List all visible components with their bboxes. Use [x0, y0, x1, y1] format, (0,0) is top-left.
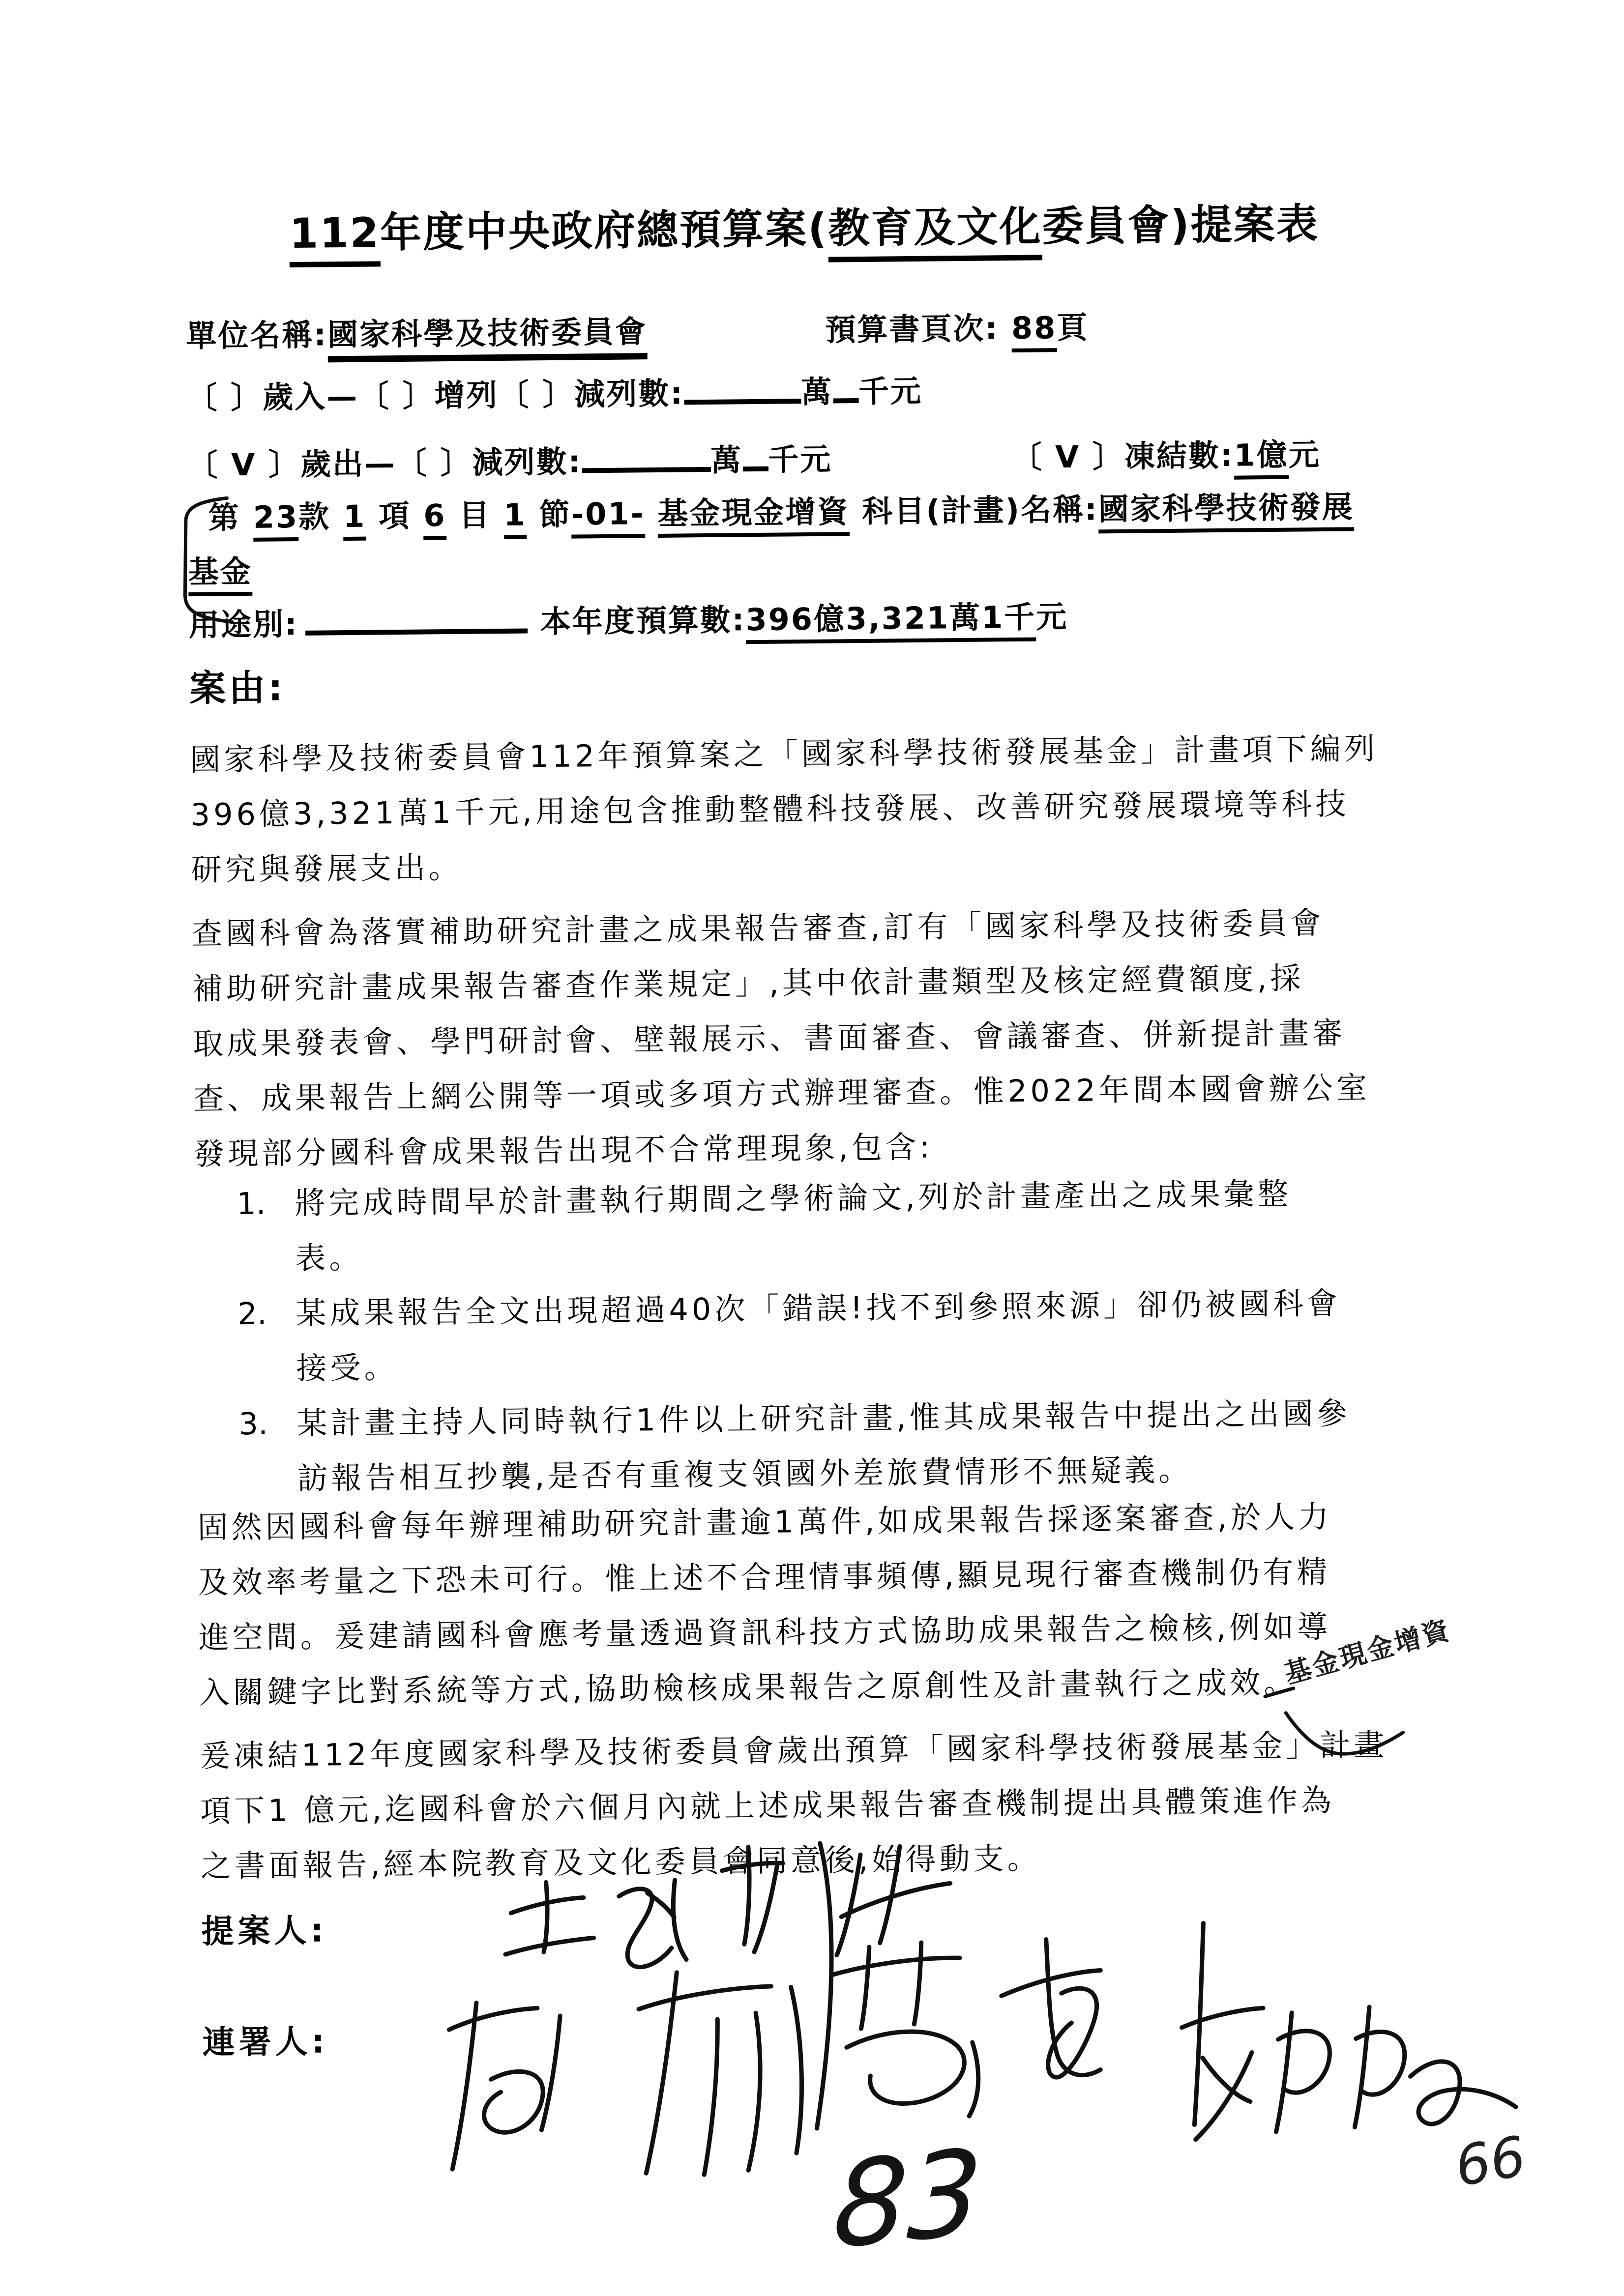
list-item [237, 1276, 1350, 1397]
text-line: 進空間。爰建請國科會應考量透過資訊科技方式協助成果報告之檢核,例如導 [198, 1608, 1331, 1656]
annual-budget-value: 396億3,321萬1千 [745, 599, 1036, 644]
findings-list [236, 1166, 1352, 1507]
item-kuan-label: 第 [208, 499, 241, 536]
item-mu-label: 目 [459, 497, 491, 533]
case-reason-label: 案由: [189, 667, 286, 710]
revenue-wan-label: 萬 [800, 374, 833, 410]
list-item-number: 2. [237, 1295, 267, 1332]
text-line: 將完成時間早於計畫執行期間之學術論文,列於計畫產出之成果彙整 [294, 1175, 1292, 1221]
text-line: 取成果發表會、學門研討會、壁報展示、書面審查、會議審查、併新提計畫審 [192, 1015, 1347, 1062]
list-item-number: 1. [236, 1185, 266, 1222]
item-mu-value: 6 [423, 497, 446, 540]
expenditure-row [187, 435, 832, 485]
budget-page-suffix: 頁 [1056, 309, 1089, 346]
list-item-text [295, 1276, 1342, 1396]
text-line: 固然因國科會每年辦理補助研究計畫逾1萬件,如成果報告採逐案審查,於人力 [197, 1498, 1332, 1546]
text-line: 國家科學及技術委員會112年預算案之「國家科學技術發展基金」計畫項下編列 [190, 730, 1379, 778]
list-item-text [295, 1166, 1293, 1286]
text-line: 爰凍結112年度國家科學及技術委員會歲出預算「國家科學技術發展基金」計畫 [199, 1726, 1388, 1774]
revenue-row-text: 〔 〕歲入—〔 〕增列〔 〕減列數: [186, 375, 684, 416]
usage-type-label: 用途別: [188, 606, 299, 643]
annual-budget-label: 本年度預算數: [540, 602, 746, 640]
proposer-label: 提案人: [201, 1911, 328, 1951]
text-line: 查、成果報告上網公開等一項或多項方式辦理審查。惟2022年間本國會辦公室 [193, 1070, 1371, 1117]
handwritten-page-number-center: 83 [830, 2123, 985, 2276]
cosigner-label: 連署人: [202, 2022, 329, 2062]
item-kuan-value: 23 [253, 499, 299, 542]
list-item [236, 1166, 1349, 1287]
title-suffix: 委員會)提案表 [1041, 200, 1320, 251]
text-line: 接受。 [296, 1349, 398, 1387]
revenue-row [186, 367, 922, 417]
item-kuan-suffix: 款 [298, 498, 331, 535]
text-line: 入關鍵字比對系統等方式,協助檢核成果報告之原創性及計畫執行之成效。 [199, 1664, 1298, 1711]
item-jie-label: 節 [539, 496, 571, 533]
freeze-field [1011, 430, 1321, 477]
text-line: 查國科會為落實補助研究計畫之成果報告審查,訂有「國家科學及技術委員會 [191, 904, 1325, 952]
paragraph-3 [197, 1489, 1334, 1720]
item-line-1 [208, 482, 1354, 537]
item-plan-name-label: 科目(計畫)名稱: [862, 491, 1099, 529]
text-line: 某計畫主持人同時執行1件以上研究計畫,惟其成果報告中提出之出國參 [296, 1395, 1351, 1442]
title-year: 112 [289, 208, 380, 267]
item-subject-value: 基金現金增資 [657, 494, 850, 538]
text-line: 396億3,321萬1千元,用途包含推動整體科技發展、改善研究發展環境等科技 [190, 785, 1350, 833]
budget-page-field [825, 303, 1089, 349]
handwritten-insertion-note: 基金現金增資 [1281, 1614, 1454, 1690]
budget-page-label: 預算書頁次: [825, 310, 999, 348]
page-title [0, 188, 1617, 263]
item-line-2 [188, 547, 252, 591]
text-line: 某成果報告全文出現超過40次「錯誤!找不到參照來源」卻仍被國科會 [295, 1285, 1341, 1332]
annual-budget-suffix: 元 [1035, 598, 1068, 635]
title-mid: 年度中央政府總預算案( [380, 204, 828, 257]
paragraph-2 [191, 895, 1371, 1182]
expenditure-wan-label: 萬 [710, 442, 743, 478]
expenditure-row-text: 〔 V 〕歲出—〔 〕減列數: [187, 443, 582, 484]
item-xiang-value: 1 [343, 498, 366, 541]
freeze-value: 1億 [1234, 437, 1289, 480]
list-item-number: 3. [238, 1405, 268, 1442]
expenditure-amount-blank [582, 467, 710, 473]
text-line: 發現部分國科會成果報告出現不合常理現象,包含: [193, 1129, 934, 1172]
list-item-text [296, 1386, 1351, 1507]
item-plan-name-value-1: 國家科學技術發展 [1098, 489, 1354, 533]
unit-name-value: 國家科學及技術委員會 [327, 314, 648, 362]
item-code-value: -01- [571, 495, 645, 538]
title-committee: 教育及文化 [828, 202, 1042, 262]
unit-name-field [186, 307, 648, 355]
revenue-qian-label: 千元 [858, 373, 923, 410]
paragraph-4 [200, 1717, 1389, 1894]
item-line-3 [188, 592, 1068, 644]
handwritten-page-number-corner: 66 [1450, 2124, 1531, 2199]
text-line: 研究與發展支出。 [191, 849, 463, 888]
usage-type-blank [305, 629, 528, 636]
text-line: 之書面報告,經本院教育及文化委員會同意後,始得動支。 [200, 1840, 1041, 1885]
text-line: 表。 [295, 1239, 363, 1277]
freeze-label: 〔 V 〕凍結數: [1011, 437, 1235, 476]
text-line: 項下1 億元,迄國科會於六個月內就上述成果報告審查機制提出具體策進作為 [200, 1782, 1335, 1830]
expenditure-qian-label: 千元 [768, 441, 832, 478]
item-xiang-label: 項 [378, 497, 411, 534]
text-line: 補助研究計畫成果報告審查作業規定」,其中依計畫類型及核定經費額度,採 [192, 960, 1304, 1007]
expenditure-thousand-blank [742, 466, 768, 471]
revenue-amount-blank [684, 399, 801, 405]
list-item [238, 1386, 1351, 1507]
unit-name-label: 單位名稱: [185, 317, 328, 354]
item-plan-name-value-2: 基金 [188, 553, 253, 596]
item-jie-value: 1 [503, 497, 527, 539]
paragraph-1 [190, 721, 1379, 898]
revenue-thousand-blank [833, 398, 858, 403]
text-line: 及效率考量之下恐未可行。惟上述不合理情事頻傳,顯見現行審查機制仍有精 [198, 1553, 1331, 1601]
budget-page-value: 88 [1011, 310, 1057, 352]
text-line: 訪報告相互抄襲,是否有重複支領國外差旅費情形不無疑義。 [297, 1452, 1193, 1497]
freeze-suffix: 元 [1288, 436, 1321, 473]
